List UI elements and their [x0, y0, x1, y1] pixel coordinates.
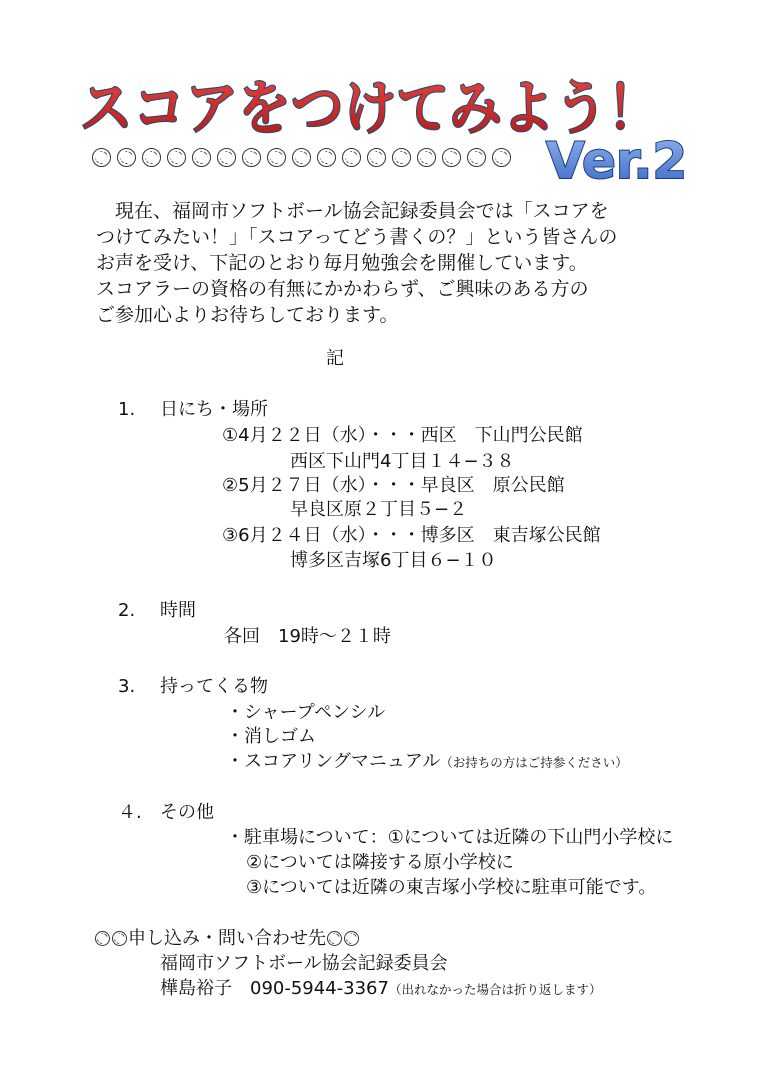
section-1-heading: 日にち・場所 — [160, 399, 268, 420]
softball-icon — [344, 931, 359, 946]
contact-heading-row — [94, 926, 360, 952]
parking-line-2: ②については隣接する原小学校に — [246, 852, 514, 873]
item-manual-label: ・スコアリングマニュアル — [226, 751, 441, 772]
contact-note: （出れなかった場合は折り返します） — [388, 982, 602, 997]
softball-icon — [267, 148, 286, 167]
section-4-heading: その他 — [160, 802, 214, 823]
item-manual — [226, 749, 628, 776]
session-2-address: 早良区原２丁目５−２ — [290, 499, 468, 520]
softball-icon — [117, 148, 136, 167]
contact-org: 福岡市ソフトボール協会記録委員会 — [160, 953, 448, 974]
softball-icon — [167, 148, 186, 167]
section-1-number: 1. — [118, 399, 136, 420]
softball-icon — [112, 931, 127, 946]
softball-icon — [317, 148, 336, 167]
session-2-date: ②5月２７日（水）・・・早良区 原公民館 — [222, 475, 565, 496]
softball-row — [92, 148, 511, 170]
item-eraser: ・消しゴム — [226, 726, 316, 747]
parking-line-3: ③については近隣の東吉塚小学校に駐車可能です。 — [246, 877, 657, 898]
contact-name-phone: 樺島裕子 090-5944-3367 — [160, 978, 389, 999]
softball-icon — [392, 148, 411, 167]
section-3-number: 3. — [118, 676, 136, 697]
softball-icon — [342, 148, 361, 167]
softball-icon — [442, 148, 461, 167]
intro-line: お声を受け、下記のとおり毎月勉強会を開催しています。 — [96, 252, 588, 274]
intro-line: ご参加心よりお待ちしております。 — [96, 304, 399, 326]
version-label: Ver.2 — [546, 132, 688, 190]
intro-line: 現在、福岡市ソフトボール協会記録委員会では「スコアを — [96, 200, 609, 222]
softball-icon — [95, 931, 110, 946]
intro-line: スコアラーの資格の有無にかかわらず、ご興味のある方の — [96, 278, 589, 300]
ki-heading: 記 — [326, 348, 344, 369]
intro-line: つけてみたい！」「スコアってどう書くの？」という皆さんの — [96, 226, 618, 248]
contact-heading: 申し込み・問い合わせ先 — [128, 928, 326, 949]
softball-icon — [142, 148, 161, 167]
softball-icon — [492, 148, 511, 167]
section-3-heading: 持ってくる物 — [160, 676, 268, 697]
session-3-address: 博多区吉塚6丁目６−１０ — [290, 550, 497, 571]
session-3-date: ③6月２４日（水）・・・博多区 東吉塚公民館 — [222, 525, 601, 546]
softball-icon — [217, 148, 236, 167]
softball-icon — [192, 148, 211, 167]
time-detail: 各回 19時〜２１時 — [224, 626, 391, 647]
item-manual-note: （お持ちの方はご持参ください） — [440, 755, 628, 770]
title-graphic — [72, 70, 712, 190]
softball-icon — [242, 148, 261, 167]
softball-icon — [92, 148, 111, 167]
softball-icon — [367, 148, 386, 167]
session-1-address: 西区下山門4丁目１４−３８ — [290, 451, 515, 472]
softball-icon — [417, 148, 436, 167]
softball-icon — [292, 148, 311, 167]
section-2-heading: 時間 — [160, 600, 196, 621]
item-pencil: ・シャープペンシル — [226, 702, 386, 723]
parking-line-1: ・駐車場について：①については近隣の下山門小学校に — [226, 827, 674, 848]
softball-icon — [327, 931, 342, 946]
section-4-number: ４. — [118, 802, 142, 823]
softball-icon — [467, 148, 486, 167]
contact-person — [160, 976, 601, 1003]
page-title: スコアをつけてみよう！ — [80, 74, 660, 142]
title-banner — [72, 70, 712, 190]
session-1-date: ①4月２２日（水）・・・西区 下山門公民館 — [222, 425, 583, 446]
intro-paragraph — [96, 198, 617, 328]
section-2-number: 2. — [118, 600, 136, 621]
